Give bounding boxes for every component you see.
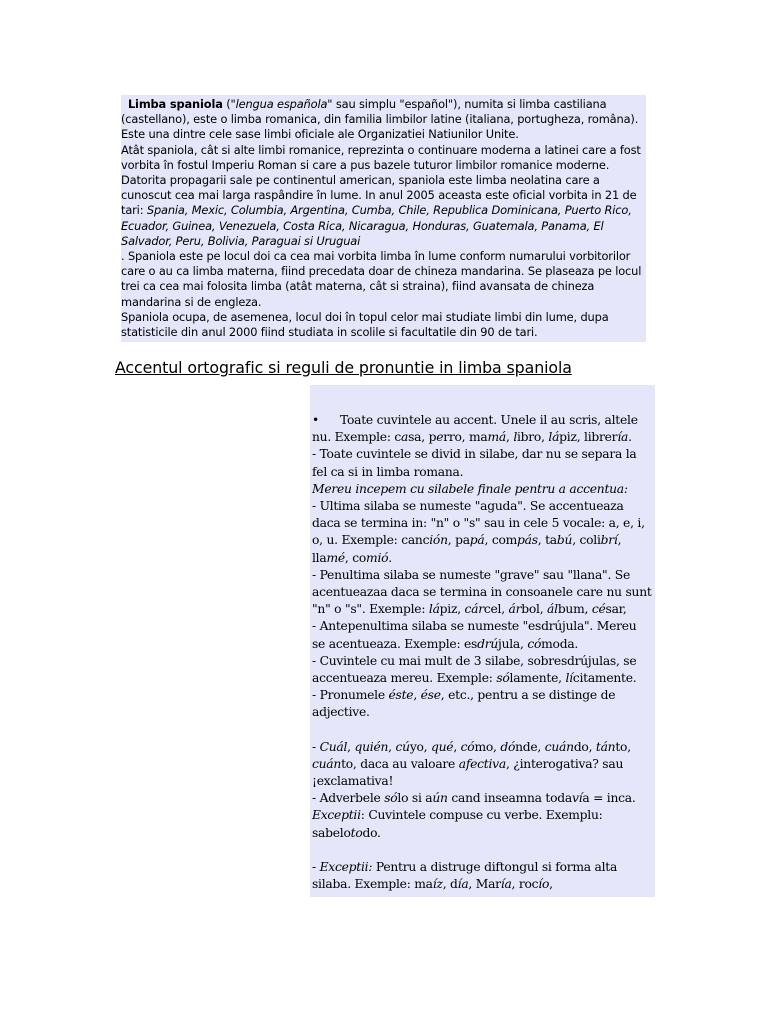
rule-text: Toate cuvintele au accent. Unele il au scris, altele nu. Exemple: (312, 413, 638, 445)
example-word: , (484, 533, 492, 548)
example-word: ta (545, 533, 557, 548)
rule-item (312, 498, 653, 567)
accent-mark: ión (429, 533, 448, 548)
rule-text: , etc., pentru a se distinge de adjective. (312, 688, 616, 720)
accent-mark: drú (477, 636, 499, 651)
accent-mark: só (384, 791, 398, 806)
rule-item (312, 481, 653, 498)
intro-paragraph-5: Spaniola ocupa, de asemenea, locul doi în topul celor mai studiate limbi din lume, dupa statisticile din anul 2000 fiind studiata in scolile si facultatile din 90 de tari. (121, 309, 609, 340)
example-word: , (617, 533, 622, 548)
rule-text: , (347, 739, 355, 754)
rule-item (312, 687, 653, 721)
accent-mark: lá (548, 430, 560, 445)
rule-text: Pentru a distruge diftongul si forma alta silaba. Exemple: ma (312, 859, 618, 892)
example-word: c (394, 430, 402, 445)
rule-text: , (413, 688, 421, 703)
rule-text: , ¿interogativa? sau ¡exclamativa! (312, 756, 624, 789)
example-word: sar, (605, 602, 627, 617)
rule-text: , Mar (468, 877, 501, 892)
accent-mark: pás (517, 533, 538, 548)
rule-item (312, 807, 653, 841)
rule-item (312, 859, 653, 893)
accent-mark: má (487, 430, 506, 445)
accent-mark: só (496, 671, 510, 686)
accent-mark: mió (366, 550, 389, 565)
accent-mark: ál (547, 602, 558, 617)
accent-mark: ár (508, 602, 522, 617)
intro-title: Limba spaniola (127, 97, 223, 111)
accent-mark: íz (432, 877, 443, 892)
rule-text: , (453, 739, 461, 754)
example-word: p (428, 430, 437, 445)
rule-text: , roc (511, 877, 539, 892)
rule-text: : Cuvintele compuse cu verbe. Exemplu: sabelo (312, 808, 603, 840)
accent-mark: ía (500, 877, 512, 892)
rule-text: - Ultima silaba se numeste "aguda". Se accentueaza daca se termina in: "n" o "s" sau in cele 5 vocale: a, e, i, o, u. Exemple: (312, 499, 645, 548)
example-word: rro, (443, 430, 469, 445)
accent-mark: có (460, 739, 475, 754)
example-word: , (505, 430, 514, 445)
rule-text: - Antepenultima silaba se numeste "esdrújula". Mereu se acentueaza. Exemple: (312, 619, 637, 651)
rule-text: , (549, 877, 553, 892)
accent-mark: cuán (312, 756, 342, 771)
accent-mark: lá (428, 602, 440, 617)
accent-mark: cár (464, 602, 484, 617)
bullet-icon: • (312, 413, 320, 427)
example-word: quién (354, 739, 389, 754)
example-word: , (447, 533, 456, 548)
exception-label: Exceptii: (319, 859, 373, 874)
accent-mark: ún (432, 791, 448, 806)
example-word: pa (455, 533, 470, 548)
accent-mark: l (513, 430, 517, 445)
accent-mark: pá (469, 533, 485, 548)
example-word: qué (430, 739, 454, 754)
example-word: lla (312, 550, 327, 565)
example-word: bol, (521, 602, 548, 617)
accent-mark: ví (571, 791, 583, 806)
example-word: librer (584, 430, 618, 445)
rule-text: nde, (515, 739, 545, 754)
country-list: Spania, Mexic, Columbia, Argentina, Cumba, Chile, Republica Dominicana, Puerto Rico, Ecuador, Guinea, Venezuela, Costa Rica, Nicaragua, Honduras, Guatemala, Panama, El Salvador, Peru, Bolivia, Paraguai si Uruguai (121, 203, 632, 248)
example-word: , (537, 533, 546, 548)
example-word: bum, (557, 602, 592, 617)
intro-paragraph-2: Atât spaniola, cât si alte limbi romanice, reprezinta o continuare moderna a latinei care a fost vorbita în fostul Imperiu Roman si care a pus bazele tuturor limbilor romanice moderne. (121, 142, 641, 172)
accent-mark: dó (500, 739, 516, 754)
rule-text: - Cuvintele cu mai mult de 3 silabe, sobresdrújulas, se accentueaza mereu. Exemple: (312, 653, 637, 686)
example-word: lamente, (509, 671, 566, 686)
exception-label: Exceptii (312, 808, 361, 823)
example-word: com (491, 533, 518, 548)
rule-item (312, 412, 653, 446)
example-word: es (464, 636, 478, 651)
intro-paragraph-4: . Spaniola este pe locul doi ca cea mai vorbita limba în lume conform numarului vorbitorilor care o au ca limba materna, fiind precedata doar de chineza mandarina. Se plaseaza pe locul trei ca cea mai folosita limba (atât materna, cât si straina), fiind avansata de chineza mandarina si de engleza. (121, 249, 642, 309)
rule-text: - (312, 739, 320, 754)
example-word: jula, (498, 636, 528, 651)
accent-mark: bú (556, 533, 573, 548)
example-word: piz, (439, 602, 465, 617)
accent-mark: ía (457, 877, 469, 892)
rule-text: to, (615, 739, 631, 754)
example-word: sa, (408, 430, 429, 445)
intro-section (121, 95, 646, 342)
accent-mark: mé (326, 550, 345, 565)
example-word: ma (468, 430, 488, 445)
example-word: ése (420, 688, 441, 703)
rule-text: to, daca au valoare (341, 756, 459, 771)
example-word: coli (579, 533, 601, 548)
rule-text: do. (362, 825, 381, 840)
example-word: . (388, 550, 392, 565)
example-word: . (628, 430, 632, 445)
intro-paragraph-1 (121, 97, 646, 143)
rule-text: - (312, 859, 320, 874)
example-word: afectiva (458, 756, 506, 771)
accent-mark: tán (595, 739, 616, 754)
rule-item (312, 618, 653, 652)
rule-text: a = inca. (582, 791, 636, 806)
spacer (312, 842, 653, 859)
intro-paragraph-3 (121, 173, 646, 249)
rule-text: lo si a (397, 791, 433, 806)
rule-item (312, 790, 653, 807)
example-word: éste (388, 688, 414, 703)
accent-mark: brí (600, 533, 618, 548)
intro-text: (" (222, 97, 236, 111)
rule-item (312, 567, 653, 619)
example-word: cel, (483, 602, 509, 617)
accent-mark: e (436, 430, 444, 445)
rule-item: - Toate cuvintele se divid in silabe, dar nu se separa la fel ca si in limba romana. (312, 447, 637, 479)
example-word: Cuál (319, 739, 348, 754)
example-word: , (344, 550, 353, 565)
section-heading: Accentul ortografic si reguli de pronuntie in limba spaniola (115, 358, 572, 377)
example-word: ibro, (517, 430, 549, 445)
rule-text: cand inseamna toda (447, 791, 572, 806)
rule-text: - Pronumele (312, 688, 389, 703)
rule-text: , d (442, 877, 458, 892)
accent-mark: cé (591, 602, 606, 617)
accent-mark: a (401, 430, 409, 445)
rule-text: - Penultima silaba se numeste "grave" sau "llana". Se acentueazaa daca se termina in consoanele care nu sunt "n" o "s". Exemple: (312, 567, 652, 617)
intro-text: " sau simplu "español"), numita si limba castiliana (castellano), este o limba romanica, din familia limbilor latine (italiana, portugheza, româna). Este una dintre cele sase limbi oficiale ale Organizatiei Natiunilor Unite. (121, 97, 639, 142)
accent-mark: to (350, 825, 363, 840)
example-word: citamente. (572, 671, 637, 686)
rule-text: , (388, 739, 396, 754)
spacer (312, 722, 653, 739)
accent-mark: cuán (544, 739, 574, 754)
accent-mark: có (527, 636, 542, 651)
accent-mark: ío (538, 877, 550, 892)
rule-text: yo, (409, 739, 431, 754)
example-word: , (572, 533, 580, 548)
rule-text: do, (573, 739, 596, 754)
rule-item (312, 739, 653, 791)
example-word: piz, (559, 430, 585, 445)
rule-note: Mereu incepem cu silabele finale pentru a accentua: (312, 481, 628, 496)
example-word: co (352, 550, 367, 565)
intro-italic-term: lengua española (235, 97, 328, 111)
example-word: moda. (541, 636, 579, 651)
accent-mark: cú (395, 739, 410, 754)
example-word: canc (401, 533, 430, 548)
accent-mark: lí (565, 671, 573, 686)
rule-text: mo, (474, 739, 501, 754)
accent-mark: ía (617, 430, 629, 445)
rule-item (312, 653, 653, 687)
rules-section (310, 385, 655, 897)
intro-text: Datorita propagarii sale pe continentul american, spaniola este limba neolatina care a cunoscut cea mai larga raspândire în lume. In anul 2005 aceasta este oficial vorbita in 21 de tari: (121, 173, 637, 218)
rule-text: - Adverbele (312, 791, 385, 806)
